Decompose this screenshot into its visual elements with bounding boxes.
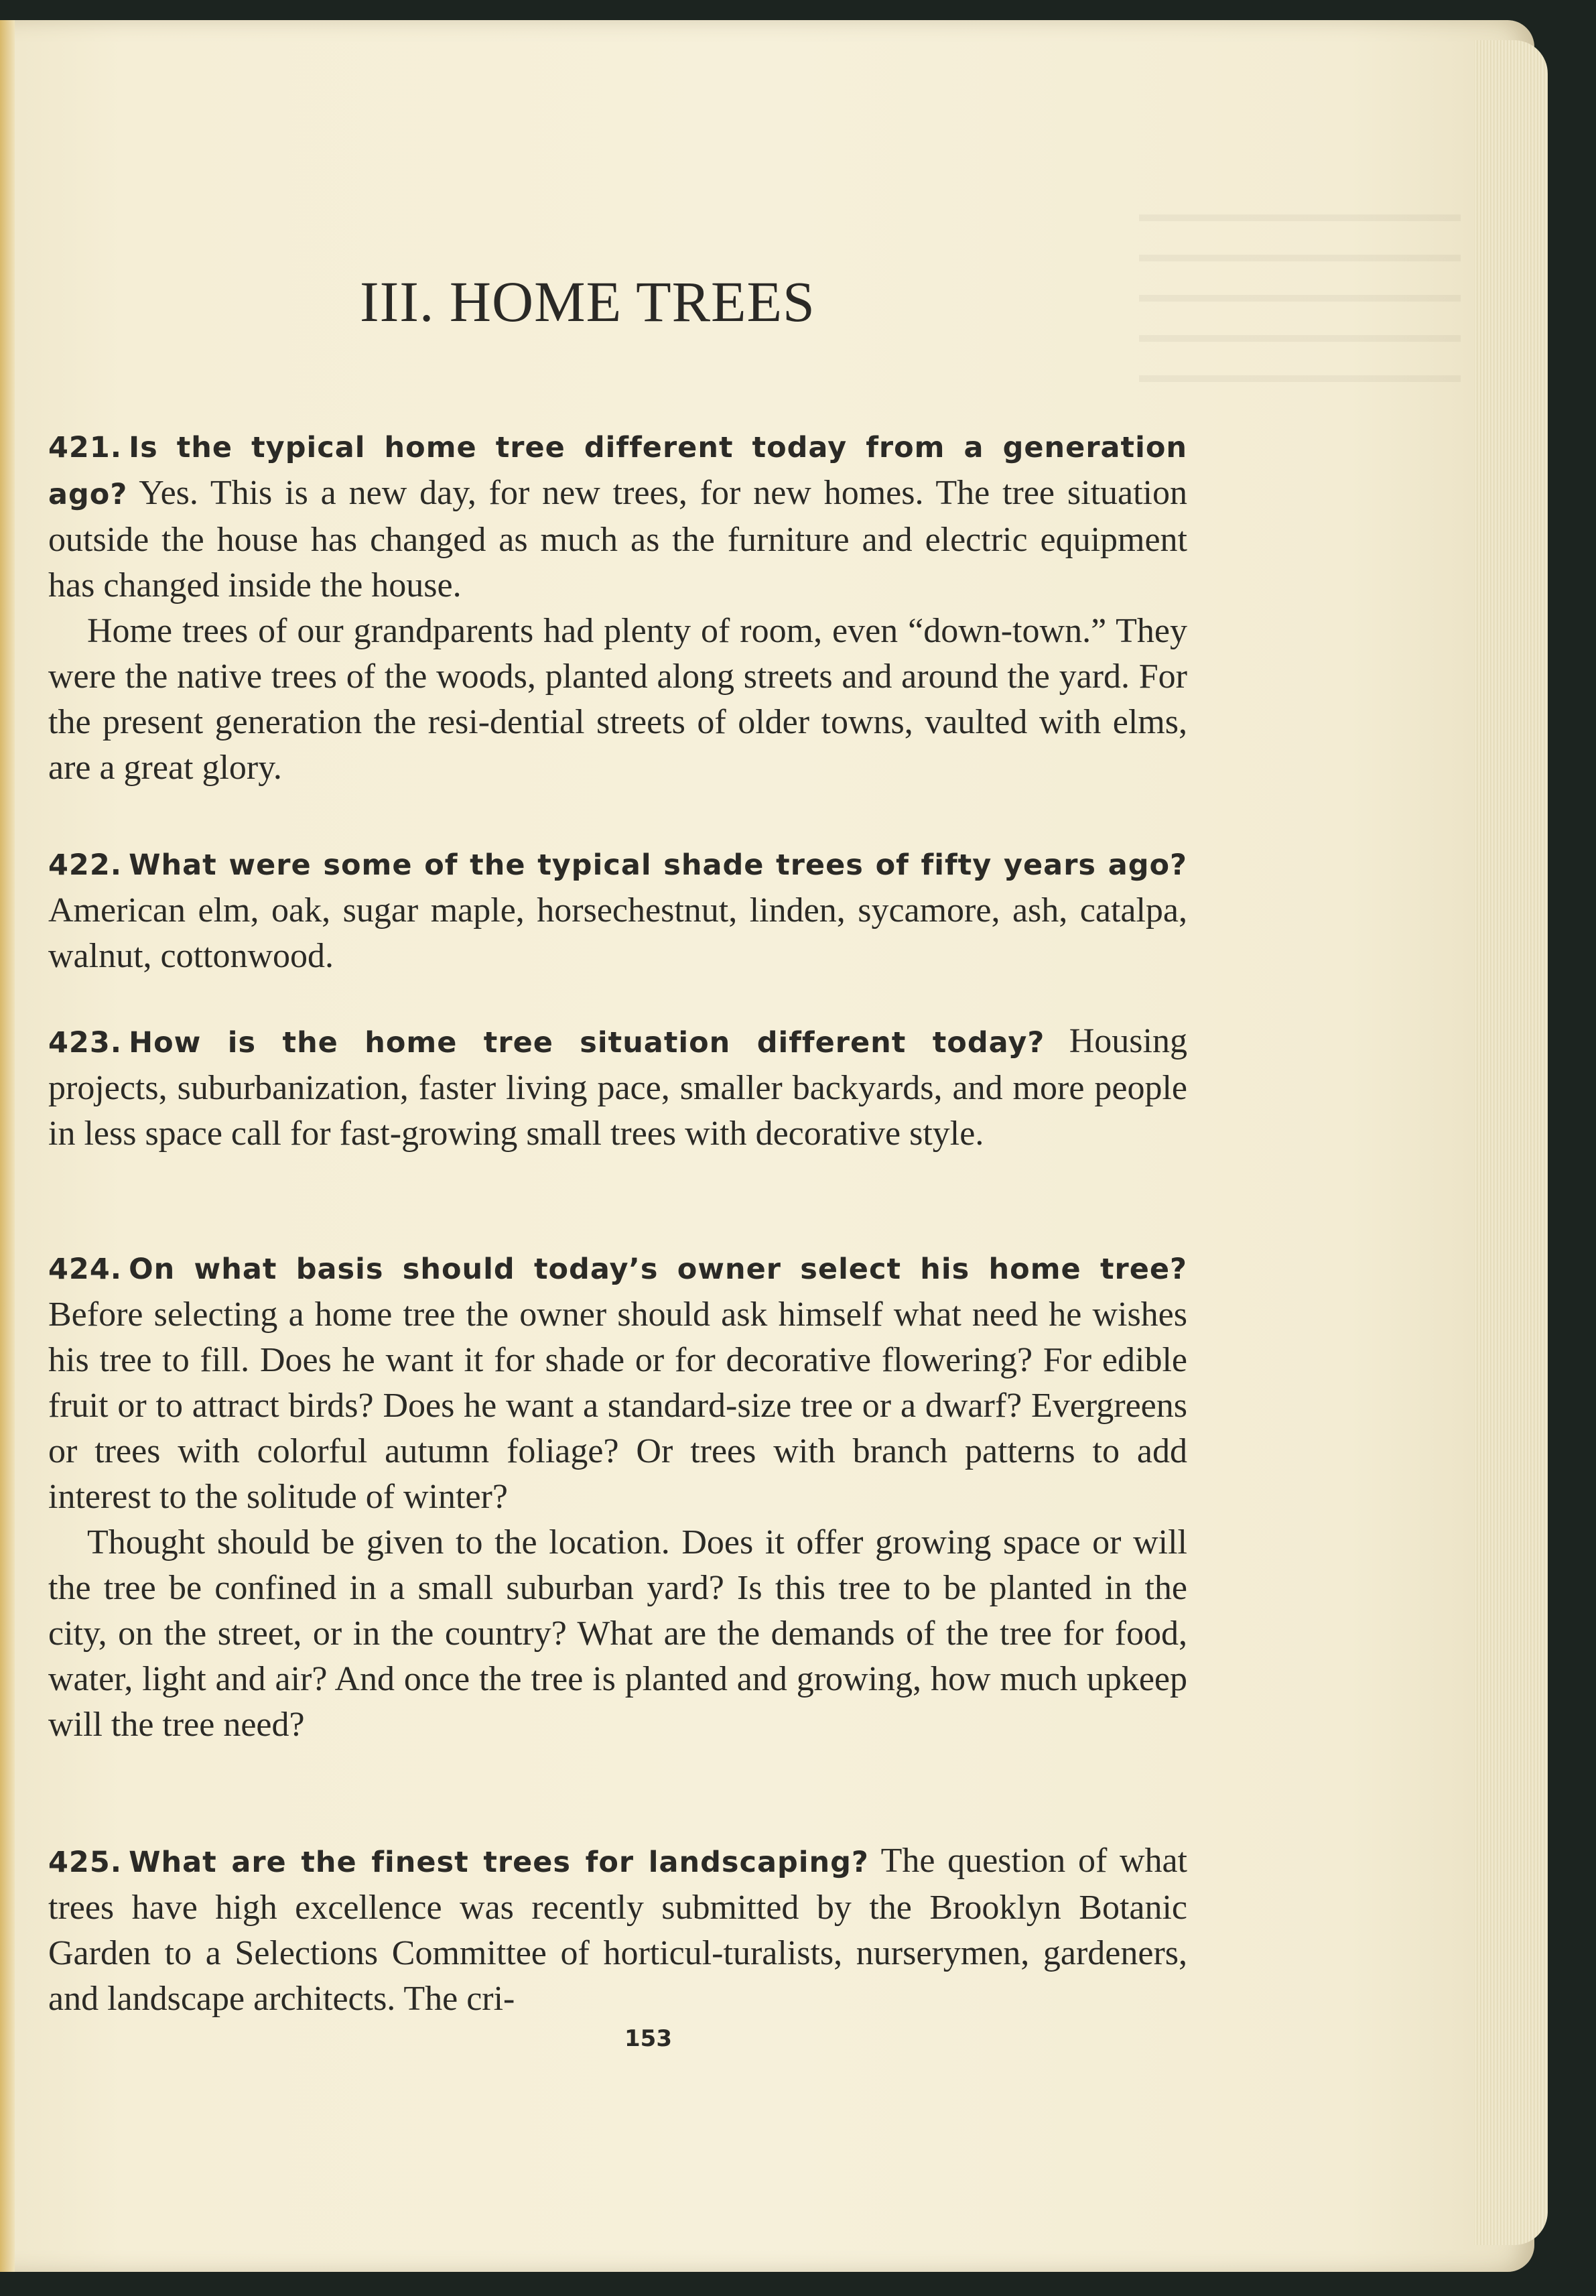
question: 421. Is the typical home tree different today from a generation ago? bbox=[48, 431, 1187, 511]
page-edge bbox=[1474, 40, 1548, 2245]
question: 423. How is the home tree situation different today? bbox=[48, 1026, 1045, 1060]
answer: The question of what trees have high excellence was recently submitted by the Brooklyn Botanic Garden to a Selections Committee of horticul-turalists, nurserymen, gardeners, and landscape architects. The cri- bbox=[48, 1842, 1187, 2018]
answer: Housing projects, suburbanization, faster living pace, smaller backyards, and more people in less space call for fast-growing small trees with decorative style. bbox=[48, 1022, 1187, 1153]
question: 425. What are the finest trees for landscaping? bbox=[48, 1846, 869, 1879]
page-number: 153 bbox=[624, 2025, 672, 2052]
show-through-text bbox=[1139, 181, 1461, 409]
answer: Before selecting a home tree the owner should ask himself what need he wishes his tree to fill. Does he want it for shade or for decorative flowering? For edible fruit or to attract birds? Does he want a standard-size tree or a dwarf? Evergreens or trees with colorful autumn foliage? Or trees with branch patterns to add interest to the solitude of winter? bbox=[48, 1295, 1187, 1516]
entry-422 bbox=[48, 841, 1187, 979]
answer: American elm, oak, sugar maple, horsechestnut, linden, sycamore, ash, catalpa, walnut, cottonwood. bbox=[48, 891, 1187, 975]
paragraph: Home trees of our grandparents had plenty of room, even “down-town.” They were the native trees of the woods, planted along streets and around the yard. For the present generation the resi-dential streets of older towns, vaulted with elms, are a great glory. bbox=[48, 612, 1187, 787]
paragraph: Thought should be given to the location. Does it offer growing space or will the tree be confined in a small suburban yard? Is this tree to be planted in the city, on the street, or in the country? What are the demands of the tree for food, water, light and air? And once the tree is planted and growing, how much upkeep will the tree need? bbox=[48, 1523, 1187, 1744]
entry-425 bbox=[48, 1838, 1187, 2022]
question: 422. What were some of the typical shade trees of fifty years ago? bbox=[48, 848, 1187, 882]
entry-421 bbox=[48, 424, 1187, 791]
entry-424 bbox=[48, 1245, 1187, 1748]
answer: Yes. This is a new day, for new trees, for new homes. The tree situation outside the house has changed as much as the furniture and electric equipment has changed inside the house. bbox=[48, 474, 1187, 604]
question: 424. On what basis should today’s owner select his home tree? bbox=[48, 1253, 1187, 1286]
facing-page-edge bbox=[0, 20, 15, 2272]
entry-423 bbox=[48, 1019, 1187, 1157]
chapter-title: III. HOME TREES bbox=[360, 269, 815, 334]
